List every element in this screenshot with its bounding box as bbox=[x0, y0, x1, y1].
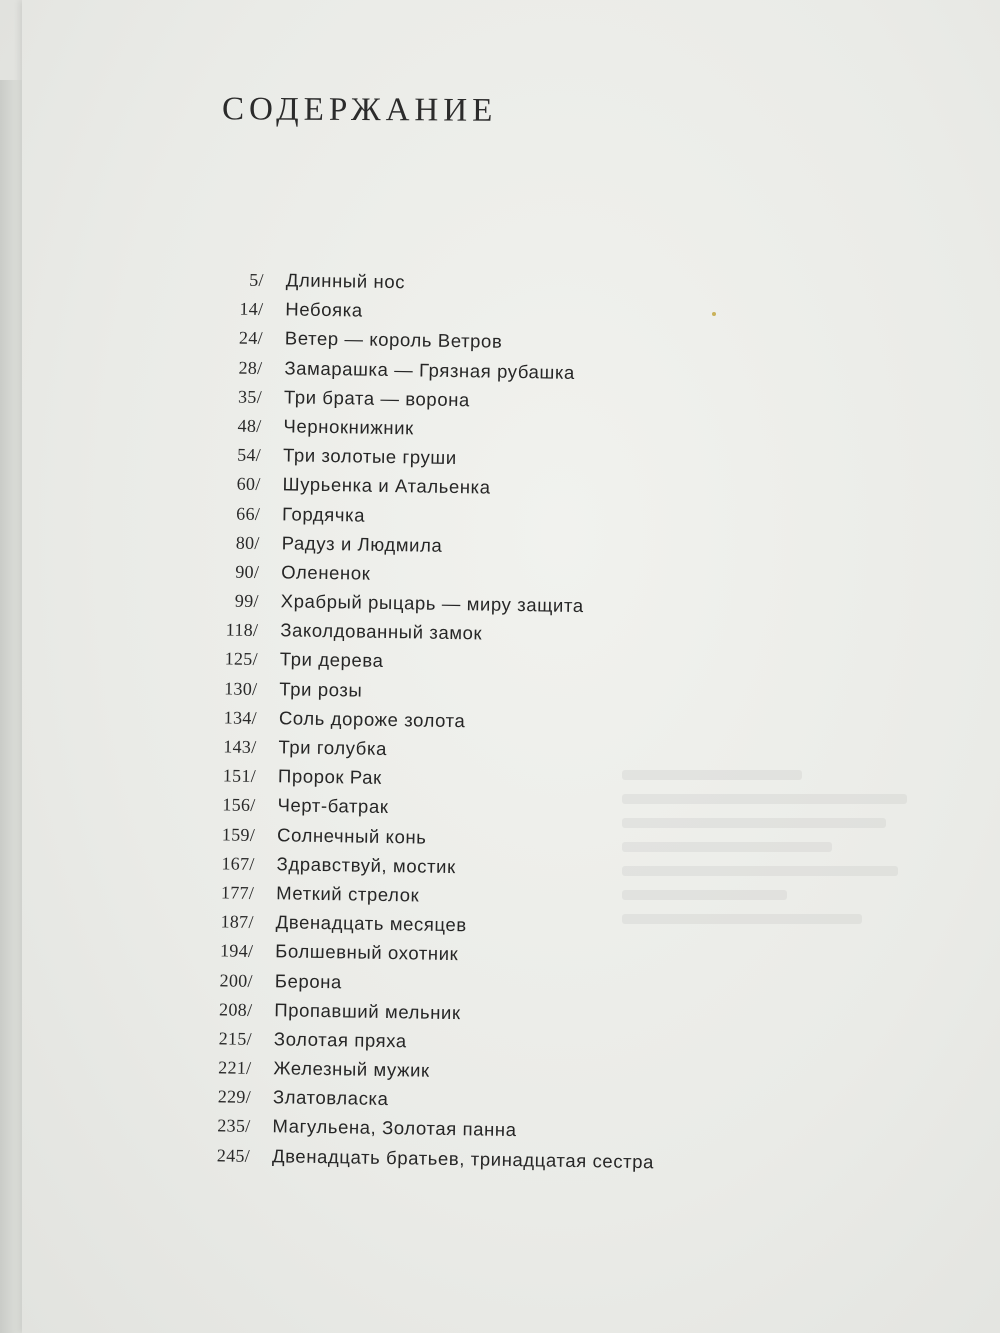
toc-story-title: Солнечный конь bbox=[276, 823, 427, 848]
toc-story-title: Три дерева bbox=[279, 648, 384, 672]
toc-page-number: 60/ bbox=[236, 473, 261, 495]
toc-story-title: Ветер — король Ветров bbox=[284, 327, 503, 353]
toc-story-title: Златовласка bbox=[272, 1086, 389, 1110]
toc-page-number: 187/ bbox=[220, 911, 254, 933]
toc-page-number: 208/ bbox=[219, 999, 253, 1020]
toc-story-title: Пророк Рак bbox=[277, 765, 382, 789]
toc-page-number: 194/ bbox=[219, 940, 254, 962]
toc-story-title: Гордячка bbox=[281, 502, 366, 526]
toc-page-number: 134/ bbox=[223, 707, 258, 728]
toc-page-number: 90/ bbox=[235, 561, 260, 582]
toc-story-title: Радуз и Людмила bbox=[281, 532, 443, 556]
toc-story-title: Болшевный охотник bbox=[275, 940, 459, 965]
toc-story-title: Олененок bbox=[281, 561, 371, 584]
toc-page-number: 151/ bbox=[222, 765, 257, 787]
toc-page-number: 54/ bbox=[237, 444, 262, 466]
toc-page-number: 14/ bbox=[239, 298, 264, 320]
toc-page-number: 159/ bbox=[221, 823, 256, 845]
toc-story-title: Берона bbox=[274, 969, 343, 992]
toc-page-number: 221/ bbox=[218, 1057, 252, 1078]
contents-heading: СОДЕРЖАНИЕ bbox=[221, 91, 498, 129]
toc-story-title: Золотая пряха bbox=[273, 1028, 407, 1052]
toc-page-number: 229/ bbox=[217, 1086, 252, 1108]
toc-story-title: Чернокнижник bbox=[283, 415, 414, 439]
toc-page-number: 130/ bbox=[224, 678, 258, 699]
toc-page-number: 5/ bbox=[249, 269, 264, 291]
toc-page-number: 143/ bbox=[223, 736, 257, 757]
toc-page-number: 80/ bbox=[235, 532, 260, 553]
toc-story-title: Магульена, Золотая панна bbox=[272, 1115, 517, 1141]
toc-page-number: 177/ bbox=[220, 882, 255, 903]
toc-page-number: 66/ bbox=[236, 503, 261, 524]
toc-page-number: 28/ bbox=[238, 357, 263, 378]
toc-story-title: Заколдованный замок bbox=[280, 619, 483, 644]
toc-story-title: Замарашка — Грязная рубашка bbox=[284, 356, 576, 383]
toc-story-title: Три брата — ворона bbox=[283, 386, 471, 411]
toc-story-title: Три розы bbox=[279, 677, 363, 701]
toc-story-title: Меткий стрелок bbox=[276, 882, 420, 906]
toc-page-number: 245/ bbox=[216, 1145, 251, 1166]
toc-page-number: 48/ bbox=[237, 415, 262, 436]
toc-story-title: Двенадцать месяцев bbox=[275, 911, 467, 936]
toc-story-title: Три золотые груши bbox=[282, 444, 457, 469]
toc-page-number: 215/ bbox=[218, 1028, 253, 1049]
paper-speck bbox=[712, 312, 716, 316]
toc-story-title: Здравствуй, мостик bbox=[276, 853, 456, 877]
toc-page-number: 118/ bbox=[225, 619, 259, 641]
toc-page-number: 156/ bbox=[222, 794, 256, 816]
toc-page-number: 99/ bbox=[234, 590, 259, 612]
toc-story-title: Двенадцать братьев, тринадцатая сестра bbox=[271, 1144, 655, 1172]
toc-story-title: Длинный нос bbox=[285, 269, 406, 293]
toc-page-number: 235/ bbox=[217, 1115, 251, 1137]
toc-story-title: Три голубка bbox=[278, 736, 388, 759]
toc-story-title: Железный мужик bbox=[273, 1057, 430, 1081]
table-of-contents bbox=[186, 268, 840, 1183]
toc-page-number: 24/ bbox=[238, 327, 264, 349]
toc-story-title: Черт-батрак bbox=[277, 794, 389, 818]
toc-story-title: Пропавший мельник bbox=[274, 998, 461, 1023]
toc-page-number: 167/ bbox=[221, 853, 255, 874]
toc-page-number: 35/ bbox=[237, 386, 263, 407]
toc-story-title: Небояка bbox=[285, 298, 363, 321]
toc-page-number: 200/ bbox=[219, 969, 253, 991]
toc-page-number: 125/ bbox=[224, 648, 259, 670]
toc-story-title: Соль дороже золота bbox=[278, 707, 466, 732]
toc-story-title: Шурьенка и Атальенка bbox=[282, 473, 491, 498]
toc-story-title: Храбрый рыцарь — миру защита bbox=[280, 590, 584, 617]
